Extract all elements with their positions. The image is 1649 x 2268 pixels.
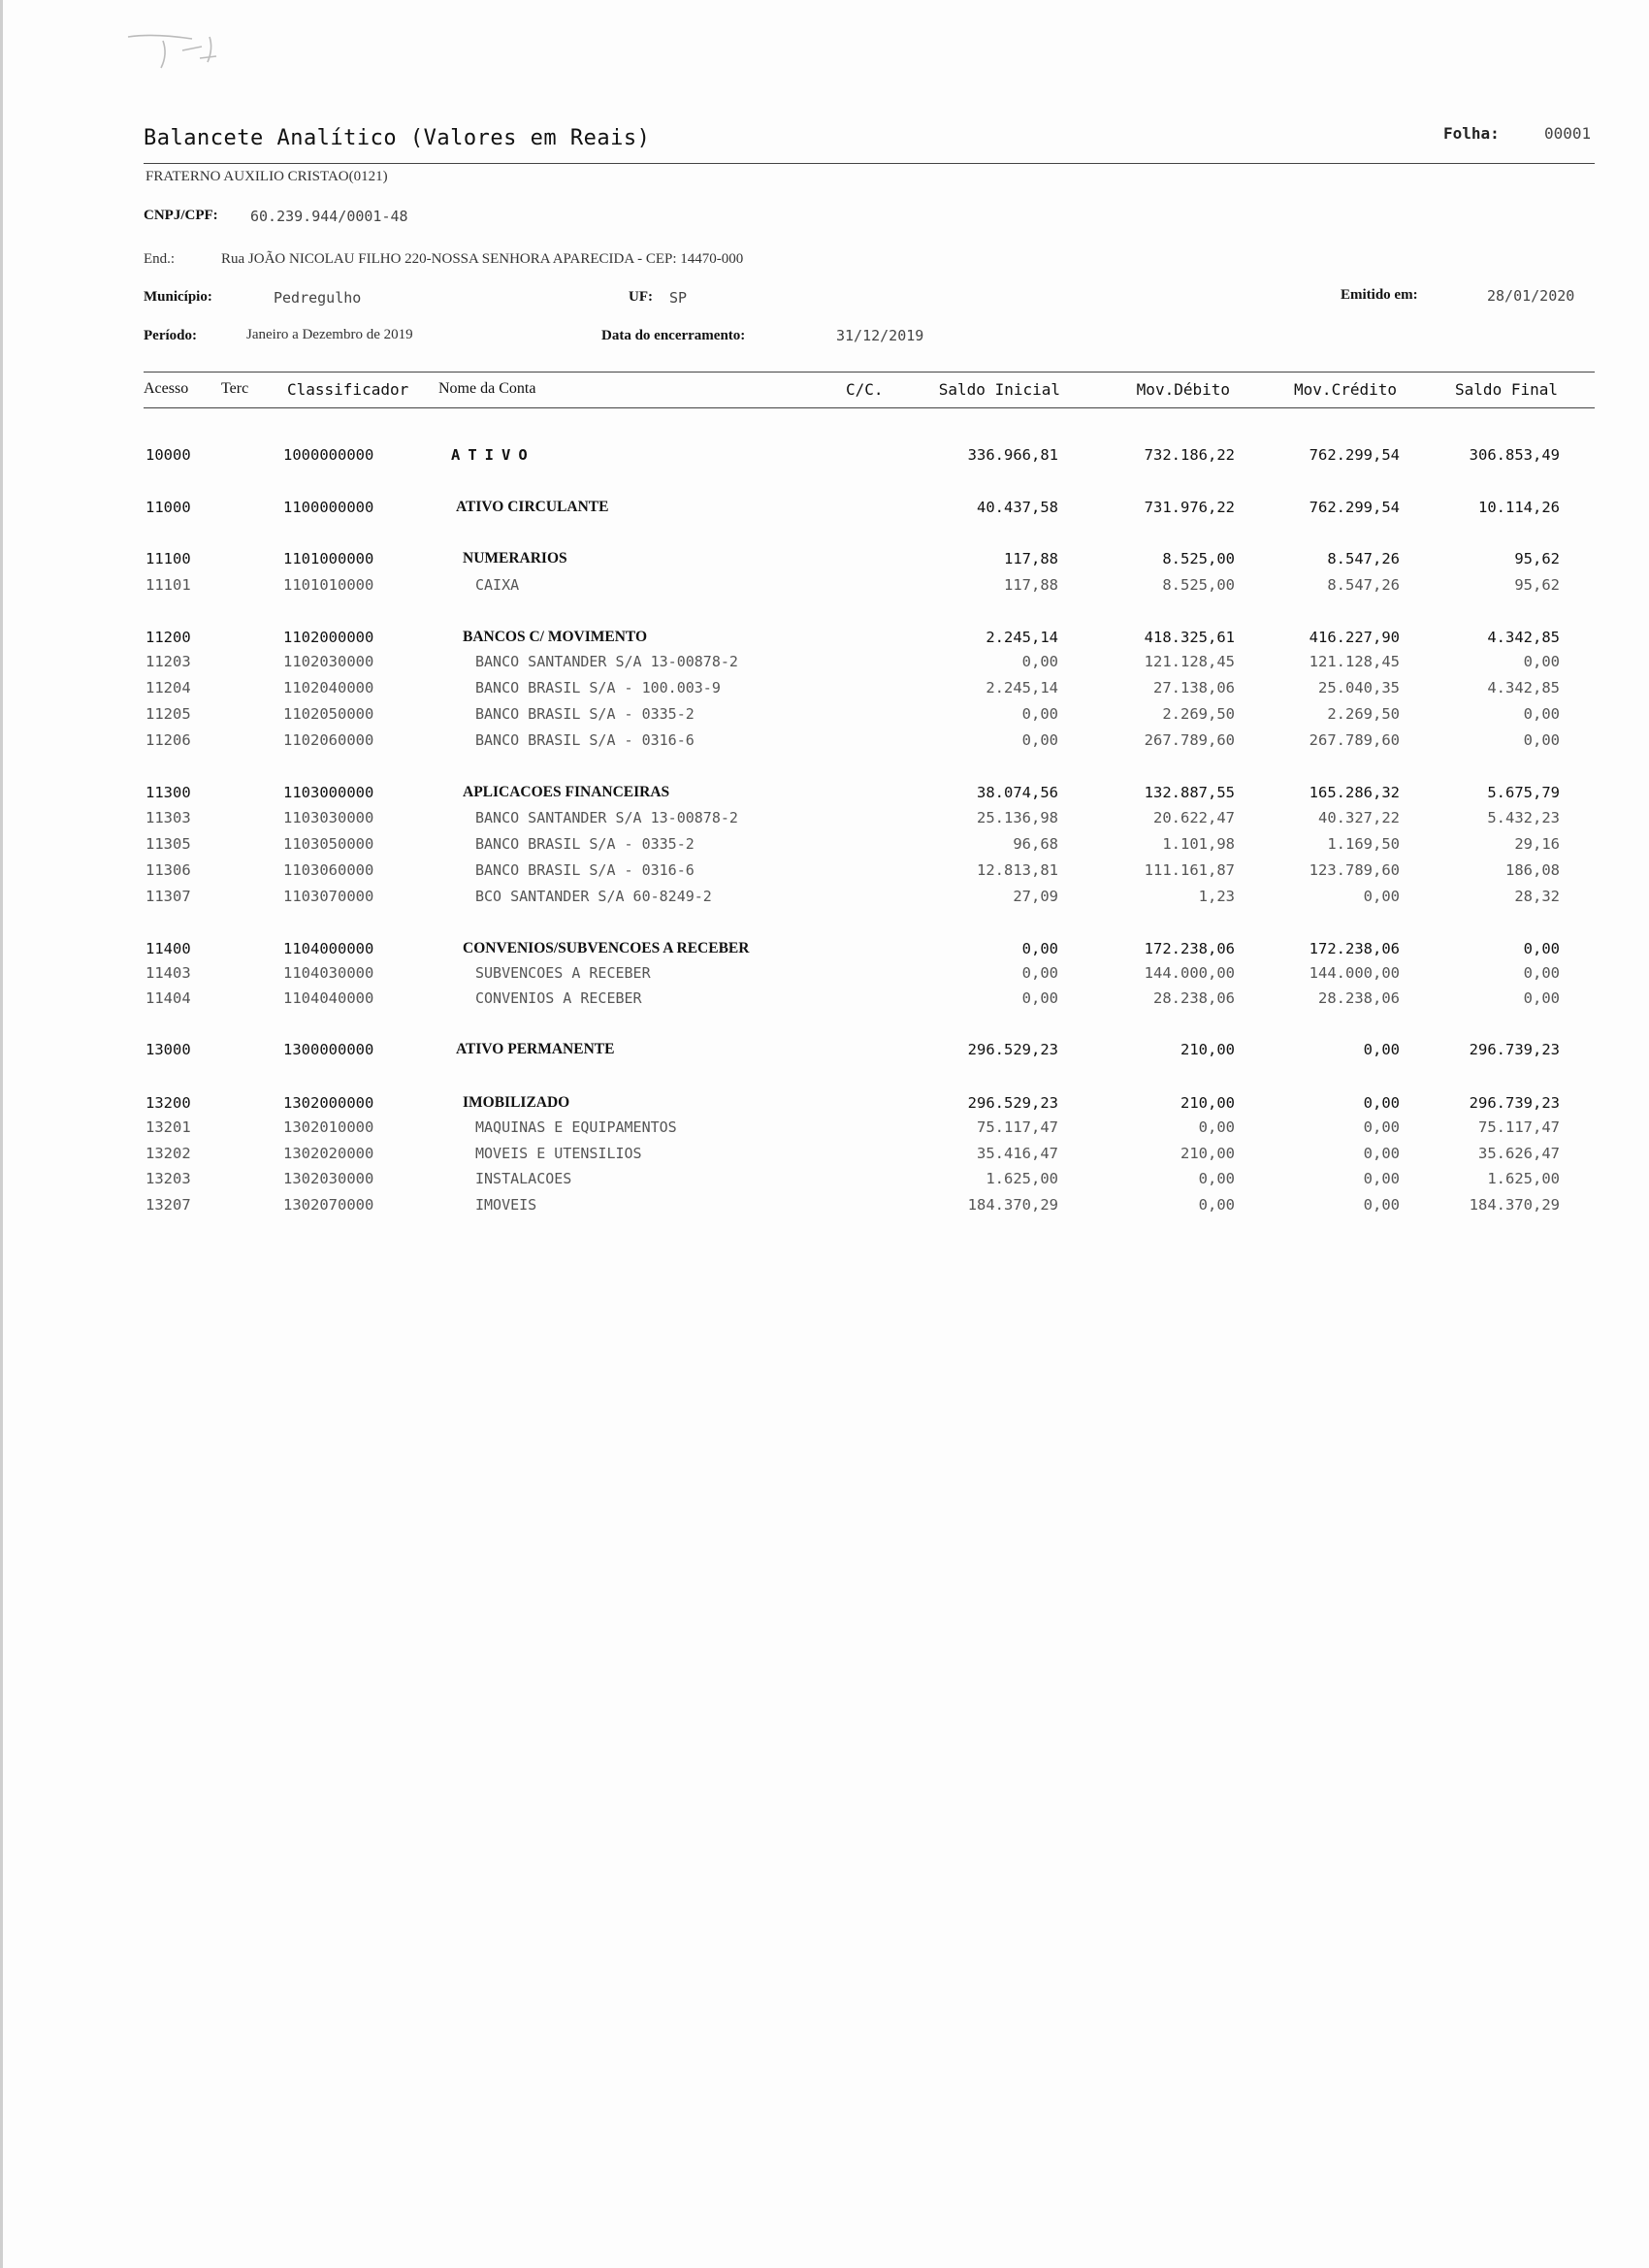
- cell-saldo-final: 0,00: [1523, 989, 1560, 1007]
- cell-mov-debito: 267.789,60: [1144, 731, 1235, 749]
- cell-acesso: 11200: [146, 629, 191, 646]
- cell-mov-credito: 123.789,60: [1309, 861, 1400, 879]
- emitido-label: Emitido em:: [1341, 287, 1418, 303]
- cell-saldo-final: 5.432,23: [1487, 809, 1560, 826]
- cell-acesso: 11204: [146, 679, 191, 697]
- cell-mov-debito: 144.000,00: [1144, 964, 1235, 982]
- cell-mov-debito: 27.138,06: [1153, 679, 1235, 697]
- cell-classificador: 1102000000: [283, 629, 374, 646]
- cell-mov-debito: 731.976,22: [1144, 499, 1235, 516]
- table-row: [0, 576, 1649, 601]
- table-row: [0, 809, 1649, 834]
- cell-classificador: 1103060000: [283, 861, 374, 879]
- cell-saldo-inicial: 336.966,81: [967, 446, 1058, 464]
- cell-saldo-inicial: 40.437,58: [977, 499, 1058, 516]
- cell-nome-conta: CAIXA: [475, 576, 520, 594]
- table-row: [0, 964, 1649, 989]
- cell-saldo-inicial: 0,00: [1021, 940, 1058, 957]
- cell-mov-debito: 210,00: [1180, 1145, 1235, 1162]
- cell-mov-debito: 121.128,45: [1144, 653, 1235, 670]
- header-bottom-rule: [144, 407, 1595, 408]
- cell-mov-credito: 28.238,06: [1318, 989, 1400, 1007]
- cell-mov-credito: 0,00: [1363, 888, 1400, 905]
- cell-nome-conta: BANCO BRASIL S/A - 0316-6: [475, 861, 695, 879]
- cell-acesso: 10000: [146, 446, 191, 464]
- col-mov-debito: Mov.Débito: [1136, 380, 1230, 399]
- cell-saldo-final: 95,62: [1514, 576, 1560, 594]
- address-value: Rua JOÃO NICOLAU FILHO 220-NOSSA SENHORA APARECIDA - CEP: 14470-000: [221, 251, 744, 267]
- cell-saldo-final: 0,00: [1523, 653, 1560, 670]
- cell-saldo-inicial: 38.074,56: [977, 784, 1058, 801]
- cell-nome-conta: BANCO BRASIL S/A - 0335-2: [475, 705, 695, 723]
- cell-classificador: 1101000000: [283, 550, 374, 567]
- cell-acesso: 11400: [146, 940, 191, 957]
- table-row: [0, 1170, 1649, 1195]
- handwritten-mark: [124, 29, 231, 74]
- cell-mov-debito: 28.238,06: [1153, 989, 1235, 1007]
- cell-mov-debito: 210,00: [1180, 1041, 1235, 1058]
- cell-acesso: 11205: [146, 705, 191, 723]
- cell-nome-conta: INSTALACOES: [475, 1170, 572, 1187]
- cell-classificador: 1102040000: [283, 679, 374, 697]
- cell-saldo-final: 10.114,26: [1478, 499, 1560, 516]
- cell-classificador: 1104040000: [283, 989, 374, 1007]
- cell-nome-conta: MAQUINAS E EQUIPAMENTOS: [475, 1118, 677, 1136]
- cell-mov-debito: 132.887,55: [1144, 784, 1235, 801]
- cell-mov-debito: 210,00: [1180, 1094, 1235, 1112]
- cell-acesso: 11303: [146, 809, 191, 826]
- cell-mov-credito: 762.299,54: [1309, 446, 1400, 464]
- cell-classificador: 1302030000: [283, 1170, 374, 1187]
- cell-mov-credito: 40.327,22: [1318, 809, 1400, 826]
- cell-nome-conta: NUMERARIOS: [463, 550, 567, 567]
- cell-acesso: 13200: [146, 1094, 191, 1112]
- cell-nome-conta: BANCO SANTANDER S/A 13-00878-2: [475, 653, 738, 670]
- cell-saldo-final: 0,00: [1523, 964, 1560, 982]
- cell-mov-credito: 0,00: [1363, 1041, 1400, 1058]
- cell-mov-credito: 1.169,50: [1327, 835, 1400, 853]
- table-row: [0, 861, 1649, 887]
- cell-saldo-inicial: 0,00: [1021, 964, 1058, 982]
- cell-saldo-final: 1.625,00: [1487, 1170, 1560, 1187]
- encerramento-label: Data do encerramento:: [601, 328, 746, 343]
- cell-classificador: 1101010000: [283, 576, 374, 594]
- cell-mov-credito: 165.286,32: [1309, 784, 1400, 801]
- cell-saldo-inicial: 296.529,23: [967, 1041, 1058, 1058]
- cell-saldo-final: 75.117,47: [1478, 1118, 1560, 1136]
- emitido-value: 28/01/2020: [1487, 287, 1575, 305]
- cell-saldo-inicial: 117,88: [1004, 550, 1058, 567]
- periodo-label: Período:: [144, 328, 197, 343]
- cell-acesso: 11403: [146, 964, 191, 982]
- cell-classificador: 1103070000: [283, 888, 374, 905]
- cell-saldo-inicial: 25.136,98: [977, 809, 1058, 826]
- cell-saldo-inicial: 184.370,29: [967, 1196, 1058, 1214]
- cell-mov-debito: 20.622,47: [1153, 809, 1235, 826]
- cell-acesso: 11404: [146, 989, 191, 1007]
- cell-saldo-inicial: 117,88: [1004, 576, 1058, 594]
- folha-value: 00001: [1544, 124, 1592, 143]
- cell-mov-debito: 172.238,06: [1144, 940, 1235, 957]
- cell-mov-credito: 8.547,26: [1327, 576, 1400, 594]
- cell-mov-debito: 732.186,22: [1144, 446, 1235, 464]
- cell-saldo-final: 29,16: [1514, 835, 1560, 853]
- cell-mov-debito: 8.525,00: [1162, 576, 1235, 594]
- cell-saldo-final: 0,00: [1523, 705, 1560, 723]
- cell-nome-conta: ATIVO PERMANENTE: [456, 1041, 615, 1057]
- cell-acesso: 13202: [146, 1145, 191, 1162]
- cell-acesso: 11306: [146, 861, 191, 879]
- cell-acesso: 13207: [146, 1196, 191, 1214]
- cell-acesso: 13203: [146, 1170, 191, 1187]
- cell-classificador: 1102060000: [283, 731, 374, 749]
- cell-saldo-inicial: 96,68: [1013, 835, 1058, 853]
- cell-classificador: 1300000000: [283, 1041, 374, 1058]
- cell-mov-credito: 0,00: [1363, 1145, 1400, 1162]
- cell-saldo-inicial: 35.416,47: [977, 1145, 1058, 1162]
- report-title: Balancete Analítico (Valores em Reais): [144, 126, 651, 150]
- cell-mov-credito: 267.789,60: [1309, 731, 1400, 749]
- table-row: [0, 1118, 1649, 1144]
- table-row: [0, 989, 1649, 1015]
- cell-saldo-final: 0,00: [1523, 731, 1560, 749]
- col-saldo-final: Saldo Final: [1455, 380, 1558, 399]
- cell-mov-credito: 762.299,54: [1309, 499, 1400, 516]
- table-row: [0, 653, 1649, 678]
- title-divider: [144, 163, 1595, 164]
- table-row: [0, 940, 1649, 965]
- cell-classificador: 1103030000: [283, 809, 374, 826]
- cell-acesso: 11100: [146, 550, 191, 567]
- cell-nome-conta: BANCO BRASIL S/A - 0316-6: [475, 731, 695, 749]
- cell-mov-credito: 0,00: [1363, 1170, 1400, 1187]
- table-row: [0, 679, 1649, 704]
- cell-classificador: 1103050000: [283, 835, 374, 853]
- cell-mov-debito: 1,23: [1198, 888, 1235, 905]
- cell-saldo-inicial: 75.117,47: [977, 1118, 1058, 1136]
- cell-mov-credito: 0,00: [1363, 1118, 1400, 1136]
- cell-acesso: 11000: [146, 499, 191, 516]
- encerramento-value: 31/12/2019: [836, 327, 924, 344]
- cell-saldo-inicial: 0,00: [1021, 653, 1058, 670]
- table-row: [0, 1145, 1649, 1170]
- table-row: [0, 1041, 1649, 1066]
- cell-saldo-final: 35.626,47: [1478, 1145, 1560, 1162]
- cell-saldo-final: 4.342,85: [1487, 679, 1560, 697]
- cell-acesso: 11300: [146, 784, 191, 801]
- table-row: [0, 550, 1649, 575]
- cell-nome-conta: CONVENIOS/SUBVENCOES A RECEBER: [463, 940, 750, 956]
- cell-nome-conta: BANCO BRASIL S/A - 100.003-9: [475, 679, 721, 697]
- table-row: [0, 499, 1649, 524]
- cell-nome-conta: IMOBILIZADO: [463, 1094, 570, 1111]
- cell-saldo-inicial: 0,00: [1021, 731, 1058, 749]
- cell-classificador: 1104030000: [283, 964, 374, 982]
- cell-acesso: 11307: [146, 888, 191, 905]
- cell-mov-credito: 172.238,06: [1309, 940, 1400, 957]
- table-row: [0, 705, 1649, 730]
- cell-saldo-final: 296.739,23: [1469, 1094, 1560, 1112]
- periodo-value: Janeiro a Dezembro de 2019: [246, 327, 413, 342]
- cell-nome-conta: ATIVO: [451, 446, 535, 464]
- cell-classificador: 1104000000: [283, 940, 374, 957]
- cell-saldo-final: 28,32: [1514, 888, 1560, 905]
- municipio-label: Município:: [144, 289, 212, 305]
- cell-mov-debito: 8.525,00: [1162, 550, 1235, 567]
- cell-nome-conta: BANCO BRASIL S/A - 0335-2: [475, 835, 695, 853]
- folha-label: Folha:: [1443, 124, 1500, 143]
- cell-saldo-final: 0,00: [1523, 940, 1560, 957]
- cell-mov-debito: 0,00: [1198, 1118, 1235, 1136]
- company-name: FRATERNO AUXILIO CRISTAO(0121): [146, 169, 388, 184]
- cell-classificador: 1102050000: [283, 705, 374, 723]
- cell-mov-credito: 416.227,90: [1309, 629, 1400, 646]
- cell-mov-credito: 144.000,00: [1309, 964, 1400, 982]
- cell-nome-conta: APLICACOES FINANCEIRAS: [463, 784, 670, 800]
- cell-classificador: 1100000000: [283, 499, 374, 516]
- cell-acesso: 11305: [146, 835, 191, 853]
- cell-saldo-final: 186,08: [1505, 861, 1560, 879]
- cell-mov-credito: 121.128,45: [1309, 653, 1400, 670]
- cell-nome-conta: CONVENIOS A RECEBER: [475, 989, 642, 1007]
- cell-mov-debito: 0,00: [1198, 1170, 1235, 1187]
- cell-saldo-inicial: 0,00: [1021, 705, 1058, 723]
- cell-mov-debito: 0,00: [1198, 1196, 1235, 1214]
- cell-nome-conta: BANCOS C/ MOVIMENTO: [463, 629, 648, 645]
- table-row: [0, 446, 1649, 471]
- cell-saldo-inicial: 0,00: [1021, 989, 1058, 1007]
- cell-classificador: 1000000000: [283, 446, 374, 464]
- cell-saldo-inicial: 2.245,14: [986, 629, 1058, 646]
- table-row: [0, 1094, 1649, 1119]
- table-row: [0, 629, 1649, 654]
- cell-saldo-final: 5.675,79: [1487, 784, 1560, 801]
- cell-classificador: 1302020000: [283, 1145, 374, 1162]
- cell-classificador: 1103000000: [283, 784, 374, 801]
- municipio-value: Pedregulho: [274, 289, 362, 307]
- uf-value: SP: [669, 289, 688, 307]
- cell-saldo-final: 306.853,49: [1469, 446, 1560, 464]
- col-saldo-inicial: Saldo Inicial: [938, 380, 1060, 399]
- cell-mov-credito: 2.269,50: [1327, 705, 1400, 723]
- cell-saldo-inicial: 12.813,81: [977, 861, 1058, 879]
- table-row: [0, 784, 1649, 809]
- cell-saldo-inicial: 296.529,23: [967, 1094, 1058, 1112]
- col-acesso: Acesso: [144, 380, 189, 397]
- table-row: [0, 1196, 1649, 1221]
- cell-nome-conta: BANCO SANTANDER S/A 13-00878-2: [475, 809, 738, 826]
- cell-acesso: 13000: [146, 1041, 191, 1058]
- cell-nome-conta: MOVEIS E UTENSILIOS: [475, 1145, 642, 1162]
- cell-classificador: 1102030000: [283, 653, 374, 670]
- table-row: [0, 888, 1649, 913]
- col-classificador: Classificador: [287, 380, 409, 399]
- cell-classificador: 1302070000: [283, 1196, 374, 1214]
- cnpj-label: CNPJ/CPF:: [144, 208, 218, 223]
- cell-saldo-final: 296.739,23: [1469, 1041, 1560, 1058]
- cell-classificador: 1302000000: [283, 1094, 374, 1112]
- address-label: End.:: [144, 251, 176, 267]
- cell-mov-debito: 1.101,98: [1162, 835, 1235, 853]
- cell-mov-debito: 418.325,61: [1144, 629, 1235, 646]
- cell-acesso: 11206: [146, 731, 191, 749]
- col-cc: C/C.: [846, 380, 884, 399]
- header-top-rule: [144, 372, 1595, 373]
- cell-acesso: 13201: [146, 1118, 191, 1136]
- table-row: [0, 731, 1649, 757]
- cell-saldo-inicial: 27,09: [1013, 888, 1058, 905]
- cell-mov-credito: 0,00: [1363, 1094, 1400, 1112]
- col-nome-conta: Nome da Conta: [438, 380, 536, 397]
- cell-nome-conta: ATIVO CIRCULANTE: [456, 499, 609, 515]
- cell-acesso: 11101: [146, 576, 191, 594]
- cell-nome-conta: BCO SANTANDER S/A 60-8249-2: [475, 888, 712, 905]
- cell-classificador: 1302010000: [283, 1118, 374, 1136]
- cell-mov-debito: 2.269,50: [1162, 705, 1235, 723]
- col-mov-credito: Mov.Crédito: [1294, 380, 1397, 399]
- table-row: [0, 835, 1649, 860]
- cell-mov-credito: 25.040,35: [1318, 679, 1400, 697]
- cnpj-value: 60.239.944/0001-48: [250, 208, 408, 225]
- cell-saldo-final: 4.342,85: [1487, 629, 1560, 646]
- cell-mov-credito: 8.547,26: [1327, 550, 1400, 567]
- cell-acesso: 11203: [146, 653, 191, 670]
- cell-nome-conta: IMOVEIS: [475, 1196, 537, 1214]
- cell-saldo-inicial: 1.625,00: [986, 1170, 1058, 1187]
- cell-saldo-inicial: 2.245,14: [986, 679, 1058, 697]
- cell-saldo-final: 95,62: [1514, 550, 1560, 567]
- cell-nome-conta: SUBVENCOES A RECEBER: [475, 964, 651, 982]
- col-terc: Terc: [221, 380, 249, 397]
- cell-mov-credito: 0,00: [1363, 1196, 1400, 1214]
- uf-label: UF:: [629, 289, 653, 305]
- cell-saldo-final: 184.370,29: [1469, 1196, 1560, 1214]
- cell-mov-debito: 111.161,87: [1144, 861, 1235, 879]
